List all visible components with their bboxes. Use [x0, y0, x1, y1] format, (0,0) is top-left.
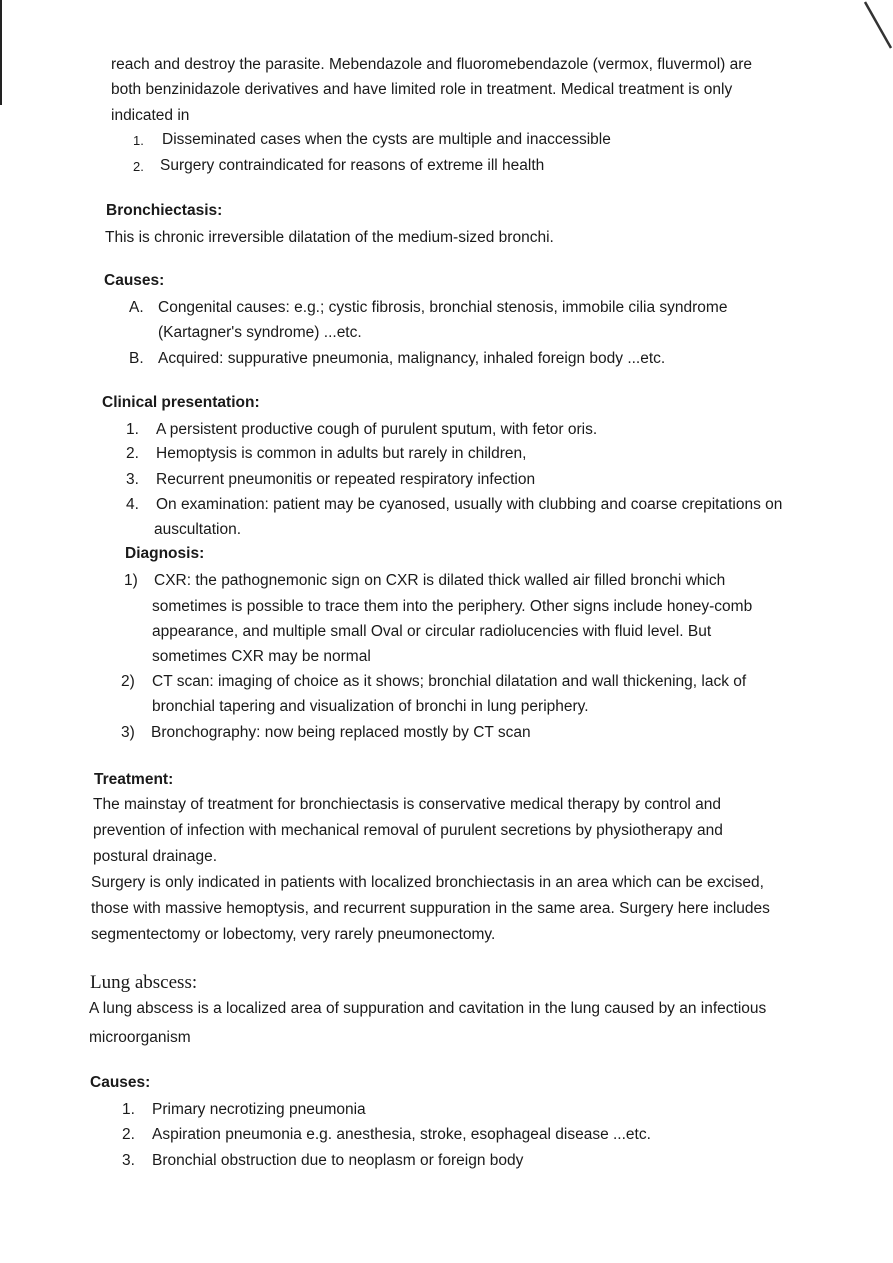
- scan-corner-mark: [853, 0, 893, 60]
- list-item: bronchial tapering and visualization of bronchi in lung periphery.: [152, 698, 589, 715]
- list-item: CXR: the pathognemonic sign on CXR is dilated thick walled air filled bronchi which: [154, 572, 726, 589]
- list-item: Surgery contraindicated for reasons of extreme ill health: [160, 157, 545, 174]
- list-number: 3): [121, 724, 135, 741]
- list-item: (Kartagner's syndrome) ...etc.: [158, 324, 362, 341]
- list-number: 2.: [133, 159, 144, 174]
- intro-line: both benzinidazole derivatives and have limited role in treatment. Medical treatment is only: [111, 81, 733, 98]
- paragraph-line: The mainstay of treatment for bronchiectasis is conservative medical therapy by control and: [93, 796, 722, 813]
- subsection-heading: Causes:: [90, 1074, 151, 1091]
- subsection-heading: Causes:: [104, 272, 165, 289]
- list-item: sometimes is possible to trace them into the periphery. Other signs include honey-comb: [152, 598, 753, 615]
- list-number: 1.: [133, 133, 144, 148]
- list-number: B.: [129, 350, 144, 367]
- list-number: 2.: [126, 445, 139, 462]
- list-number: 3.: [122, 1152, 135, 1169]
- paragraph-line: segmentectomy or lobectomy, very rarely pneumonectomy.: [91, 926, 496, 943]
- paragraph-line: postural drainage.: [93, 848, 218, 865]
- intro-line: reach and destroy the parasite. Mebendazole and fluoromebendazole (vermox, fluvermol) are: [111, 56, 753, 73]
- paragraph-line: those with massive hemoptysis, and recurrent suppuration in the same area. Surgery here includes: [91, 900, 770, 917]
- list-item: Congenital causes: e.g.; cystic fibrosis, bronchial stenosis, immobile cilia syndrome: [158, 299, 728, 316]
- definition-text: microorganism: [89, 1029, 191, 1046]
- list-item: Primary necrotizing pneumonia: [152, 1101, 366, 1118]
- paragraph-line: prevention of infection with mechanical removal of purulent secretions by physiotherapy and: [93, 822, 723, 839]
- list-number: 2): [121, 673, 135, 690]
- list-item: CT scan: imaging of choice as it shows; bronchial dilatation and wall thickening, lack of: [152, 673, 747, 690]
- list-number: 1.: [126, 421, 139, 438]
- list-number: 3.: [126, 471, 139, 488]
- definition-text: This is chronic irreversible dilatation of the medium-sized bronchi.: [105, 229, 554, 246]
- section-heading: Bronchiectasis:: [106, 202, 223, 219]
- list-number: A.: [129, 299, 144, 316]
- list-item: Bronchial obstruction due to neoplasm or foreign body: [152, 1152, 524, 1169]
- list-item: sometimes CXR may be normal: [152, 648, 371, 665]
- list-item: On examination: patient may be cyanosed, usually with clubbing and coarse crepitations on: [156, 496, 783, 513]
- subsection-heading: Clinical presentation:: [102, 394, 260, 411]
- intro-line: indicated in: [111, 107, 190, 124]
- subsection-heading: Treatment:: [94, 771, 174, 788]
- list-number: 4.: [126, 496, 139, 513]
- list-item: Bronchography: now being replaced mostly by CT scan: [151, 724, 531, 741]
- definition-text: A lung abscess is a localized area of suppuration and cavitation in the lung caused by an infectious: [89, 1000, 767, 1017]
- list-item: A persistent productive cough of purulent sputum, with fetor oris.: [156, 421, 598, 438]
- list-item: Recurrent pneumonitis or repeated respiratory infection: [156, 471, 536, 488]
- section-heading: Lung abscess:: [90, 972, 198, 993]
- list-item: Aspiration pneumonia e.g. anesthesia, stroke, esophageal disease ...etc.: [152, 1126, 651, 1143]
- list-item: auscultation.: [154, 521, 242, 538]
- list-number: 2.: [122, 1126, 135, 1143]
- subsection-heading: Diagnosis:: [125, 545, 205, 562]
- scan-edge-mark: [0, 0, 2, 105]
- list-item: Acquired: suppurative pneumonia, malignancy, inhaled foreign body ...etc.: [158, 350, 666, 367]
- list-item: appearance, and multiple small Oval or circular radiolucencies with fluid level. But: [152, 623, 712, 640]
- list-number: 1): [124, 572, 138, 589]
- paragraph-line: Surgery is only indicated in patients with localized bronchiectasis in an area which can be excised,: [91, 874, 764, 891]
- list-item: Hemoptysis is common in adults but rarely in children,: [156, 445, 527, 462]
- list-number: 1.: [122, 1101, 135, 1118]
- list-item: Disseminated cases when the cysts are multiple and inaccessible: [162, 131, 611, 148]
